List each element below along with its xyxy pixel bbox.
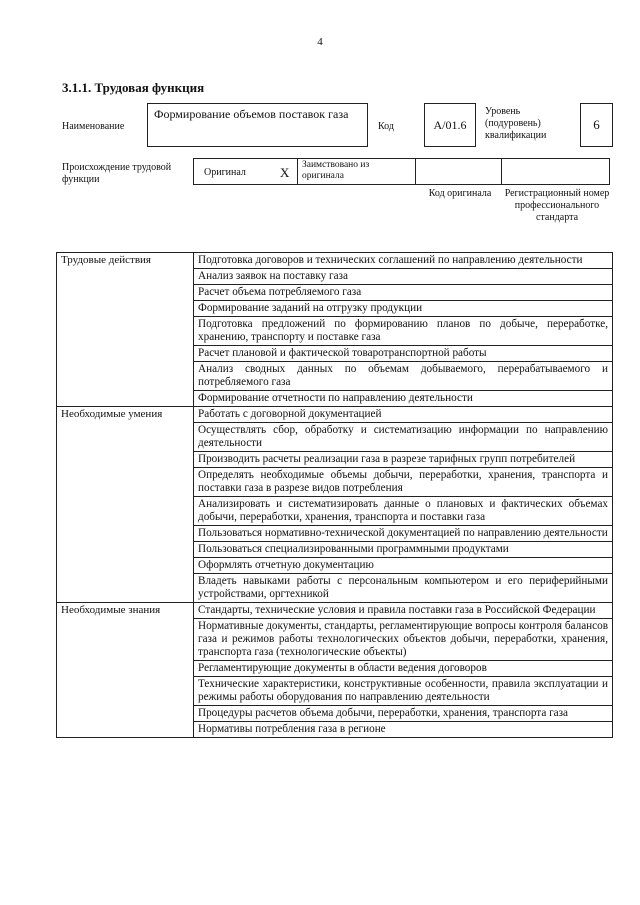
item-cell: Формирование заданий на отгрузку продукции (194, 301, 613, 317)
item-cell: Анализ заявок на поставку газа (194, 269, 613, 285)
item-cell: Технические характеристики, конструктивные особенности, правила эксплуатации и режимы работы оборудования по направлению деятельности (194, 677, 613, 706)
item-cell: Нормативы потребления газа в регионе (194, 722, 613, 738)
table-row (57, 603, 613, 619)
item-cell: Пользоваться нормативно-технической документацией по направлению деятельности (194, 526, 613, 542)
item-cell: Стандарты, технические условия и правила поставки газа в Российской Федерации (194, 603, 613, 619)
category-cell: Необходимые умения (57, 407, 194, 603)
item-cell: Расчет объема потребляемого газа (194, 285, 613, 301)
name-label: Наименование (62, 121, 125, 132)
item-cell: Подготовка договоров и технических соглашений по направлению деятельности (194, 253, 613, 269)
name-value-box (147, 103, 368, 147)
item-cell: Нормативные документы, стандарты, регламентирующие вопросы контроля балансов газа и режимов работы технологических объектов добычи, переработки, хранения, транспорта газа (технологические объекты) (194, 619, 613, 661)
item-cell: Осуществлять сбор, обработку и систематизацию информации по направлению деятельности (194, 423, 613, 452)
item-cell: Расчет плановой и фактической товаротранспортной работы (194, 346, 613, 362)
function-table (56, 252, 613, 738)
item-cell: Подготовка предложений по формированию планов по добыче, переработке, хранению, транспорту и поставке газа (194, 317, 613, 346)
code-value: A/01.6 (433, 117, 467, 132)
origin-label: Происхождение трудовой функции (62, 162, 172, 185)
table-row (57, 407, 613, 423)
origin-row (193, 158, 610, 185)
original-mark: X (280, 165, 290, 180)
name-value: Формирование объемов поставок газа (154, 107, 349, 121)
code-original-caption: Код оригинала (428, 188, 492, 199)
code-value-box (424, 103, 476, 147)
divider (297, 159, 298, 184)
table-row (57, 253, 613, 269)
divider (415, 159, 416, 184)
divider (501, 159, 502, 184)
section-title: 3.1.1. Трудовая функция (62, 80, 205, 95)
level-value-box (580, 103, 613, 147)
item-cell: Процедуры расчетов объема добычи, переработки, хранения, транспорта газа (194, 706, 613, 722)
item-cell: Владеть навыками работы с персональным компьютером и его периферийными устройствами, оргтехникой (194, 574, 613, 603)
page-number: 4 (317, 36, 323, 48)
item-cell: Анализ сводных данных по объемам добываемого, перерабатываемого и потребляемого газа (194, 362, 613, 391)
borrowed-label: Заимствовано из оригинала (302, 160, 370, 181)
item-cell: Производить расчеты реализации газа в разрезе тарифных групп потребителей (194, 452, 613, 468)
code-label: Код (378, 121, 394, 132)
reg-number-caption: Регистрационный номер профессионального стандарта (504, 188, 610, 223)
category-cell: Необходимые знания (57, 603, 194, 738)
item-cell: Пользоваться специализированными программными продуктами (194, 542, 613, 558)
level-value: 6 (593, 117, 600, 132)
category-cell: Трудовые действия (57, 253, 194, 407)
item-cell: Определять необходимые объемы добычи, переработки, хранения, транспорта и поставки газа в разрезе видов потребления (194, 468, 613, 497)
original-label: Оригинал (204, 167, 246, 178)
item-cell: Оформлять отчетную документацию (194, 558, 613, 574)
item-cell: Формирование отчетности по направлению деятельности (194, 391, 613, 407)
item-cell: Регламентирующие документы в области ведения договоров (194, 661, 613, 677)
item-cell: Анализировать и систематизировать данные о плановых и фактических объемах добычи, переработки, хранения, транспорта и поставки газа (194, 497, 613, 526)
level-label: Уровень (подуровень) квалификации (485, 106, 547, 141)
item-cell: Работать с договорной документацией (194, 407, 613, 423)
